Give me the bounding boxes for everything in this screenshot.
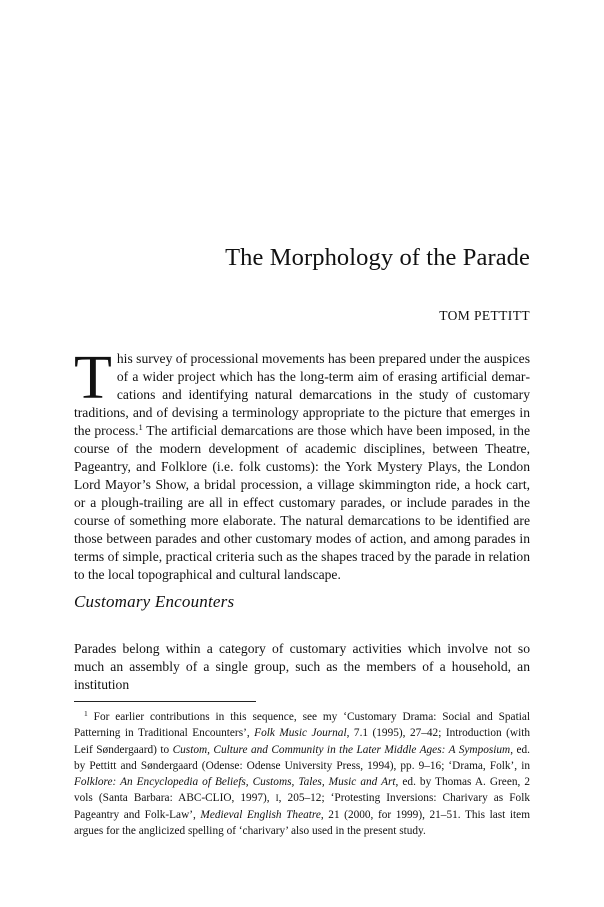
footnote-title-2: Custom, Culture and Community in the Later Middle Ages: A Symposium [172,743,511,756]
footnote-text-6: , 21 (2000, for 1999), 21–51. This last item argues for the anglicized spelling of ‘charivary’ also used in the present study. [74,808,530,838]
footnote-reference[interactable]: 1 [138,422,143,432]
footnote-title-3: Folklore: An Encyclopedia of Beliefs, Customs, Tales, Music and Art [74,776,396,789]
drop-cap: T [74,344,112,412]
footnote-text-2: , 7.1 (1995), 27–42; Introduction (with Leif Søndergaard) to [74,727,530,756]
footnote-separator [74,701,256,702]
footnote-text-3: , ed. by Pettitt and Søndergaard (Odense: Odense University Press, 1994), pp. 9–16; ‘Drama, Folk’, in [74,743,530,772]
footnote-title-1: Folk Music Journal [254,727,347,740]
author-name: TOM PETTITT [439,308,530,323]
section-paragraph: Parades belong within a category of customary activities which involve not so much an assembly of a single group, such as the members of a household, an institution [74,641,530,692]
footnote-text-4: , ed. by Thomas A. Green, 2 vols (Santa Barbara: ABC-CLIO, 1997), [74,776,530,805]
intro-paragraph [74,344,530,584]
intro-text-part-b: The artificial demarcations are those which have been imposed, in the course of the modern development of academic disciplines, between Theatre, Pageantry, and Folklore (i.e. folk customs): the York Mystery Plays, the London Lord Mayor’s Show, a bridal procession, a village skimmington ride, a hock cart, or a plough-trailing are all in effect customary parades, or include parades in the course of something more elaborate. The natural demarcations to be identified are those between parades and other customary modes of action, and among parades in terms of simple, practical criteria such as the shapes traced by the parade in relation to the local topographical and cultural landscape. [74,423,530,582]
footnote-text-1: For earlier contributions in this sequence, see my ‘Customary Drama: Social and Spatial Patterning in Traditional Encounters’, [74,711,530,740]
article-title: The Morphology of the Parade [225,244,530,271]
footnote-number: 1 [84,709,88,718]
footnote-title-4: Medieval English Theatre [200,808,321,821]
footnote-volume: I [275,793,279,804]
footnote-text-5: , 205–12; ‘Protesting Inversions: Charivary as Folk Pageantry and Folk-Law’, [74,792,530,821]
section-heading: Customary Encounters [74,592,235,611]
footnote [74,709,530,839]
intro-text-part-a: his survey of processional movements has been prepared under the auspices of a wider project which has the long-term aim of erasing artificial demarcations and identifying natural demarcations in the study of customary traditions, and of devising a terminology appropriate to the picture that emerges in the process. [74,351,530,438]
